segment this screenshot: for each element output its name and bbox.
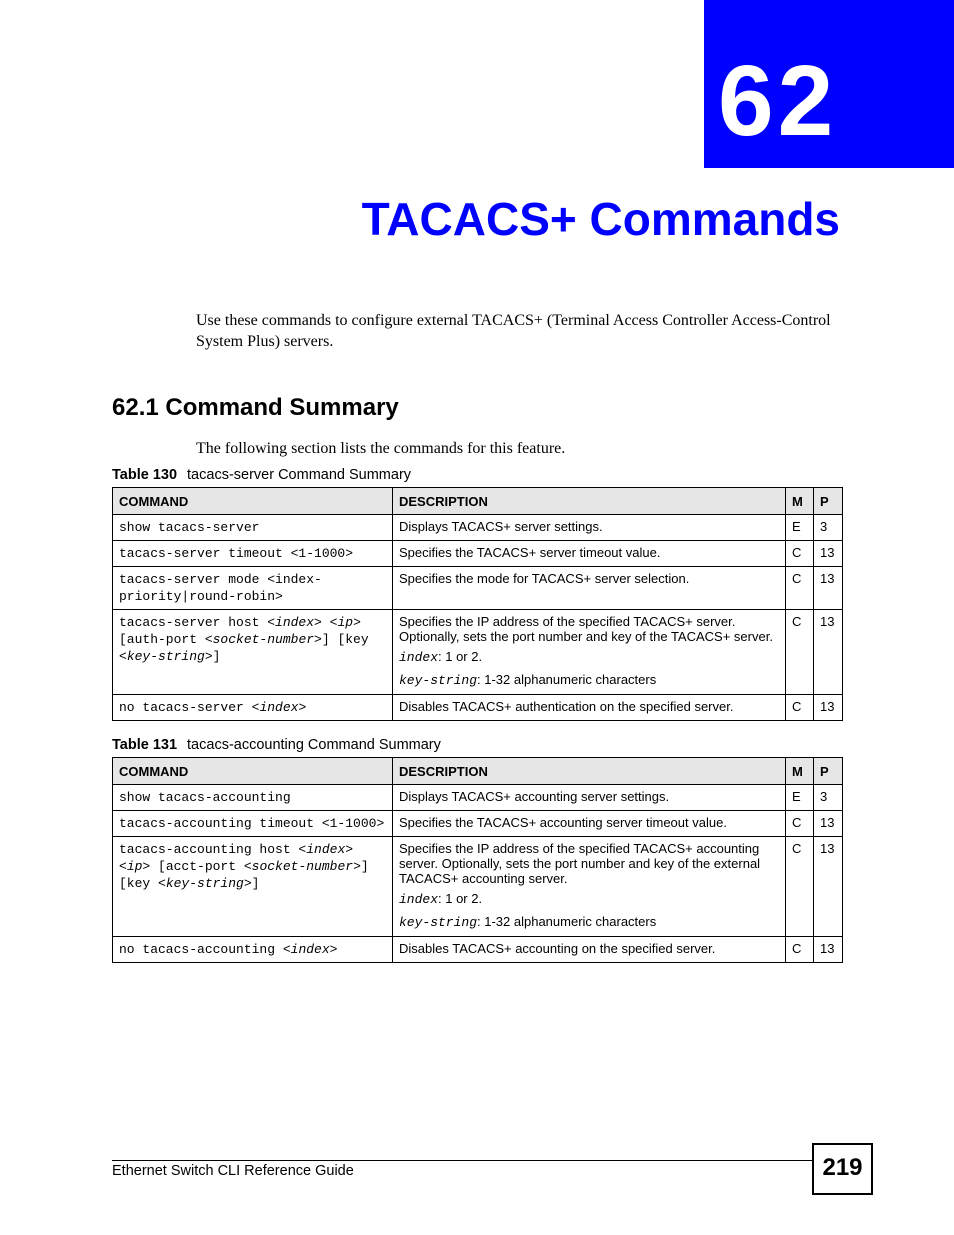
footer-guide-title: Ethernet Switch CLI Reference Guide bbox=[112, 1163, 354, 1179]
param-key-string bbox=[399, 671, 779, 690]
command-cell: tacacs-server timeout <1-1000> bbox=[113, 541, 393, 567]
header-m: M bbox=[786, 488, 814, 515]
mode-cell: C bbox=[786, 567, 814, 610]
privilege-cell: 13 bbox=[814, 695, 843, 721]
command-param: ip bbox=[126, 859, 143, 874]
privilege-cell: 13 bbox=[814, 541, 843, 567]
param-key-string bbox=[399, 913, 779, 932]
command-cell: show tacacs-server bbox=[113, 515, 393, 541]
header-p: P bbox=[814, 758, 843, 785]
table-130-caption bbox=[112, 466, 411, 484]
param-text: : 1-32 alphanumeric characters bbox=[477, 914, 657, 929]
table-row bbox=[113, 695, 843, 721]
header-m: M bbox=[786, 758, 814, 785]
header-command: COMMAND bbox=[113, 488, 393, 515]
command-text: >] [key < bbox=[119, 859, 369, 891]
command-param: socket-number bbox=[212, 632, 315, 647]
table-row bbox=[113, 837, 843, 937]
section-title: 62.1 Command Summary bbox=[112, 394, 399, 421]
command-text: >] [key < bbox=[119, 632, 369, 664]
table-header-row bbox=[113, 758, 843, 785]
command-text: no tacacs-server < bbox=[119, 700, 260, 715]
command-cell bbox=[113, 837, 393, 937]
page-number-box bbox=[812, 1143, 873, 1195]
param-text: : 1 or 2. bbox=[438, 649, 483, 664]
table-row bbox=[113, 785, 843, 811]
header-description: DESCRIPTION bbox=[393, 488, 786, 515]
command-param: ip bbox=[337, 615, 354, 630]
description-cell: Disables TACACS+ accounting on the specified server. bbox=[393, 937, 786, 963]
param-name: key-string bbox=[399, 915, 478, 930]
header-p: P bbox=[814, 488, 843, 515]
footer-rule bbox=[112, 1160, 812, 1161]
command-cell bbox=[113, 937, 393, 963]
command-text: >] bbox=[204, 649, 221, 664]
chapter-title: TACACS+ Commands bbox=[361, 193, 840, 245]
table-131-caption bbox=[112, 736, 441, 754]
command-cell: tacacs-accounting timeout <1-1000> bbox=[113, 811, 393, 837]
table-130-caption-text: tacacs-server Command Summary bbox=[187, 467, 412, 483]
chapter-number: 62 bbox=[718, 45, 838, 157]
table-130 bbox=[112, 487, 843, 721]
command-text: > < bbox=[119, 842, 354, 874]
command-text: > [acct-port < bbox=[142, 859, 252, 874]
command-cell: tacacs-server mode <index-priority|round-robin> bbox=[113, 567, 393, 610]
description-text: Specifies the IP address of the specified TACACS+ server. Optionally, sets the port number and key of the TACACS+ server. bbox=[399, 614, 773, 644]
table-131-caption-text: tacacs-accounting Command Summary bbox=[187, 737, 441, 753]
description-cell: Displays TACACS+ accounting server settings. bbox=[393, 785, 786, 811]
command-text: > bbox=[298, 700, 307, 715]
mode-cell: C bbox=[786, 811, 814, 837]
description-text: Specifies the IP address of the specified TACACS+ accounting server. Optionally, sets the port number and key of the external TACACS+ accounting server. bbox=[399, 841, 761, 886]
table-header-row bbox=[113, 488, 843, 515]
mode-cell: C bbox=[786, 937, 814, 963]
command-text: tacacs-accounting host < bbox=[119, 842, 307, 857]
mode-cell: E bbox=[786, 515, 814, 541]
header-command: COMMAND bbox=[113, 758, 393, 785]
table-131-label: Table 131 bbox=[112, 737, 178, 753]
privilege-cell: 3 bbox=[814, 515, 843, 541]
param-index bbox=[399, 648, 779, 667]
mode-cell: C bbox=[786, 541, 814, 567]
page-number: 219 bbox=[822, 1154, 863, 1181]
command-param: index bbox=[290, 942, 330, 957]
command-text: no tacacs-accounting < bbox=[119, 942, 291, 957]
command-text: > < bbox=[314, 615, 338, 630]
description-cell: Specifies the TACACS+ accounting server timeout value. bbox=[393, 811, 786, 837]
privilege-cell: 13 bbox=[814, 937, 843, 963]
privilege-cell: 13 bbox=[814, 811, 843, 837]
mode-cell: C bbox=[786, 837, 814, 937]
table-130-label: Table 130 bbox=[112, 467, 178, 483]
command-param: index bbox=[275, 615, 315, 630]
param-name: key-string bbox=[399, 673, 478, 688]
mode-cell: E bbox=[786, 785, 814, 811]
command-text: >] bbox=[243, 876, 260, 891]
description-cell: Disables TACACS+ authentication on the specified server. bbox=[393, 695, 786, 721]
param-name: index bbox=[399, 892, 439, 907]
privilege-cell: 13 bbox=[814, 610, 843, 695]
mode-cell: C bbox=[786, 695, 814, 721]
param-index bbox=[399, 890, 779, 909]
command-text: > [auth-port < bbox=[119, 615, 361, 647]
table-row bbox=[113, 610, 843, 695]
param-text: : 1 or 2. bbox=[438, 891, 483, 906]
description-cell: Displays TACACS+ server settings. bbox=[393, 515, 786, 541]
description-cell: Specifies the mode for TACACS+ server selection. bbox=[393, 567, 786, 610]
mode-cell: C bbox=[786, 610, 814, 695]
description-cell: Specifies the TACACS+ server timeout value. bbox=[393, 541, 786, 567]
command-cell bbox=[113, 610, 393, 695]
chapter-intro: Use these commands to configure external TACACS+ (Terminal Access Controller Access-Control System Plus) servers. bbox=[196, 312, 831, 350]
command-param: key-string bbox=[126, 649, 205, 664]
privilege-cell: 3 bbox=[814, 785, 843, 811]
table-131 bbox=[112, 757, 843, 963]
command-param: index bbox=[306, 842, 346, 857]
param-name: index bbox=[399, 650, 439, 665]
description-cell bbox=[393, 610, 786, 695]
command-text: tacacs-server host < bbox=[119, 615, 276, 630]
privilege-cell: 13 bbox=[814, 567, 843, 610]
table-row bbox=[113, 515, 843, 541]
command-text: > bbox=[329, 942, 338, 957]
table-row bbox=[113, 811, 843, 837]
section-text: The following section lists the commands for this feature. bbox=[196, 440, 566, 457]
command-param: index bbox=[259, 700, 299, 715]
header-description: DESCRIPTION bbox=[393, 758, 786, 785]
description-cell bbox=[393, 837, 786, 937]
param-text: : 1-32 alphanumeric characters bbox=[477, 672, 657, 687]
table-row bbox=[113, 567, 843, 610]
command-param: socket-number bbox=[251, 859, 354, 874]
command-param: key-string bbox=[165, 876, 244, 891]
chapter-number-box bbox=[704, 0, 954, 168]
command-cell bbox=[113, 695, 393, 721]
table-row bbox=[113, 541, 843, 567]
privilege-cell: 13 bbox=[814, 837, 843, 937]
command-cell: show tacacs-accounting bbox=[113, 785, 393, 811]
table-row bbox=[113, 937, 843, 963]
